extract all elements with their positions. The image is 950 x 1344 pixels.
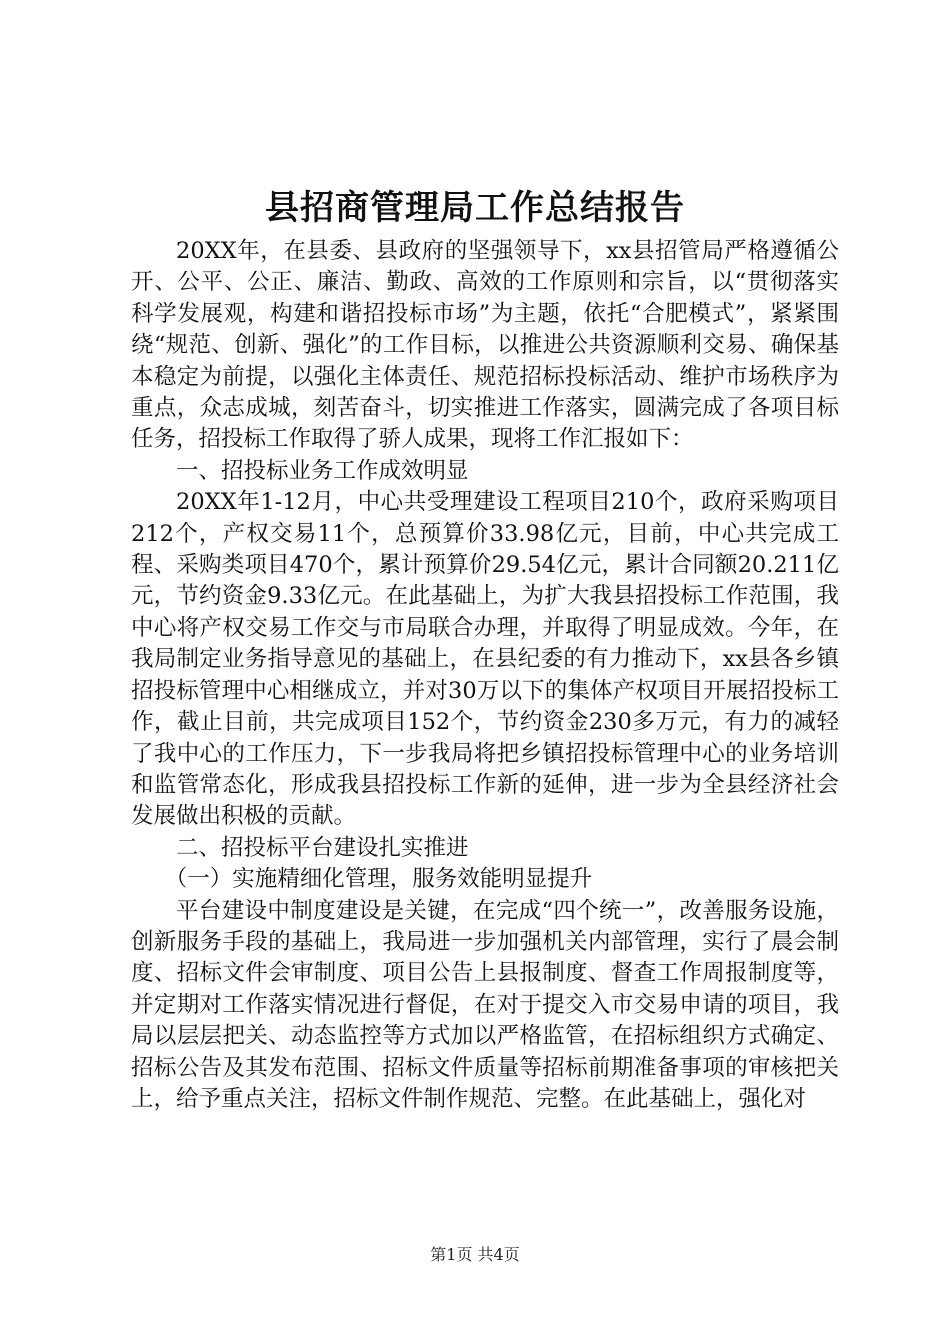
document-title: 县招商管理局工作总结报告 bbox=[265, 188, 685, 228]
document-body bbox=[131, 236, 839, 1115]
subsection-heading-2-1: （一）实施精细化管理，服务效能明显提升 bbox=[164, 866, 593, 893]
section-heading-2: 二、招投标平台建设扎实推进 bbox=[176, 834, 469, 861]
section-heading-1: 一、招投标业务工作成效明显 bbox=[176, 457, 469, 484]
page-number-footer: 第1页 共4页 bbox=[430, 1245, 520, 1264]
intro-paragraph: 20XX年，在县委、县政府的坚强领导下，xx县招管局严格遵循公开、公平、公正、廉洁、勤政、高效的工作原则和宗旨，以“贯彻落实科学发展观，构建和谐招投标市场”为主题，依托“合肥模式”，紧紧围绕“规范、创新、强化”的工作目标，以推进公共资源顺利交易、确保基本稳定为前提，以强化主体责任、规范招标投标活动、维护市场秩序为重点，众志成城，刻苦奋斗，切实推进工作落实，圆满完成了各项目标任务，招投标工作取得了骄人成果，现将工作汇报如下： bbox=[131, 238, 839, 453]
section-1-paragraph: 20XX年1-12月，中心共受理建设工程项目210个，政府采购项目212个，产权交易11个，总预算价33.98亿元，目前，中心共完成工程、采购类项目470个，累计预算价29.54亿元，累计合同额20.211亿元，节约资金9.33亿元。在此基础上，为扩大我县招投标工作范围，我中心将产权交易工作交与市局联合办理，并取得了明显成效。今年，在我局制定业务指导意见的基础上，在县纪委的有力推动下，xx县各乡镇招投标管理中心相继成立，并对30万以下的集体产权项目开展招投标工作，截止目前，共完成项目152个，节约资金230多万元，有力的减轻了我中心的工作压力，下一步我局将把乡镇招投标管理中心的业务培训和监管常态化，形成我县招投标工作新的延伸，进一步为全县经济社会发展做出积极的贡献。 bbox=[131, 489, 839, 830]
subsection-2-1-paragraph: 平台建设中制度建设是关键，在完成“四个统一”，改善服务设施，创新服务手段的基础上，我局进一步加强机关内部管理，实行了晨会制度、招标文件会审制度、项目公告上县报制度、督查工作周报制度等，并定期对工作落实情况进行督促，在对于提交入市交易申请的项目，我局以层层把关、动态监控等方式加以严格监管，在招标组织方式确定、招标公告及其发布范围、招标文件质量等招标前期准备事项的审核把关上，给予重点关注，招标文件制作规范、完整。在此基础上，强化对 bbox=[131, 897, 839, 1112]
